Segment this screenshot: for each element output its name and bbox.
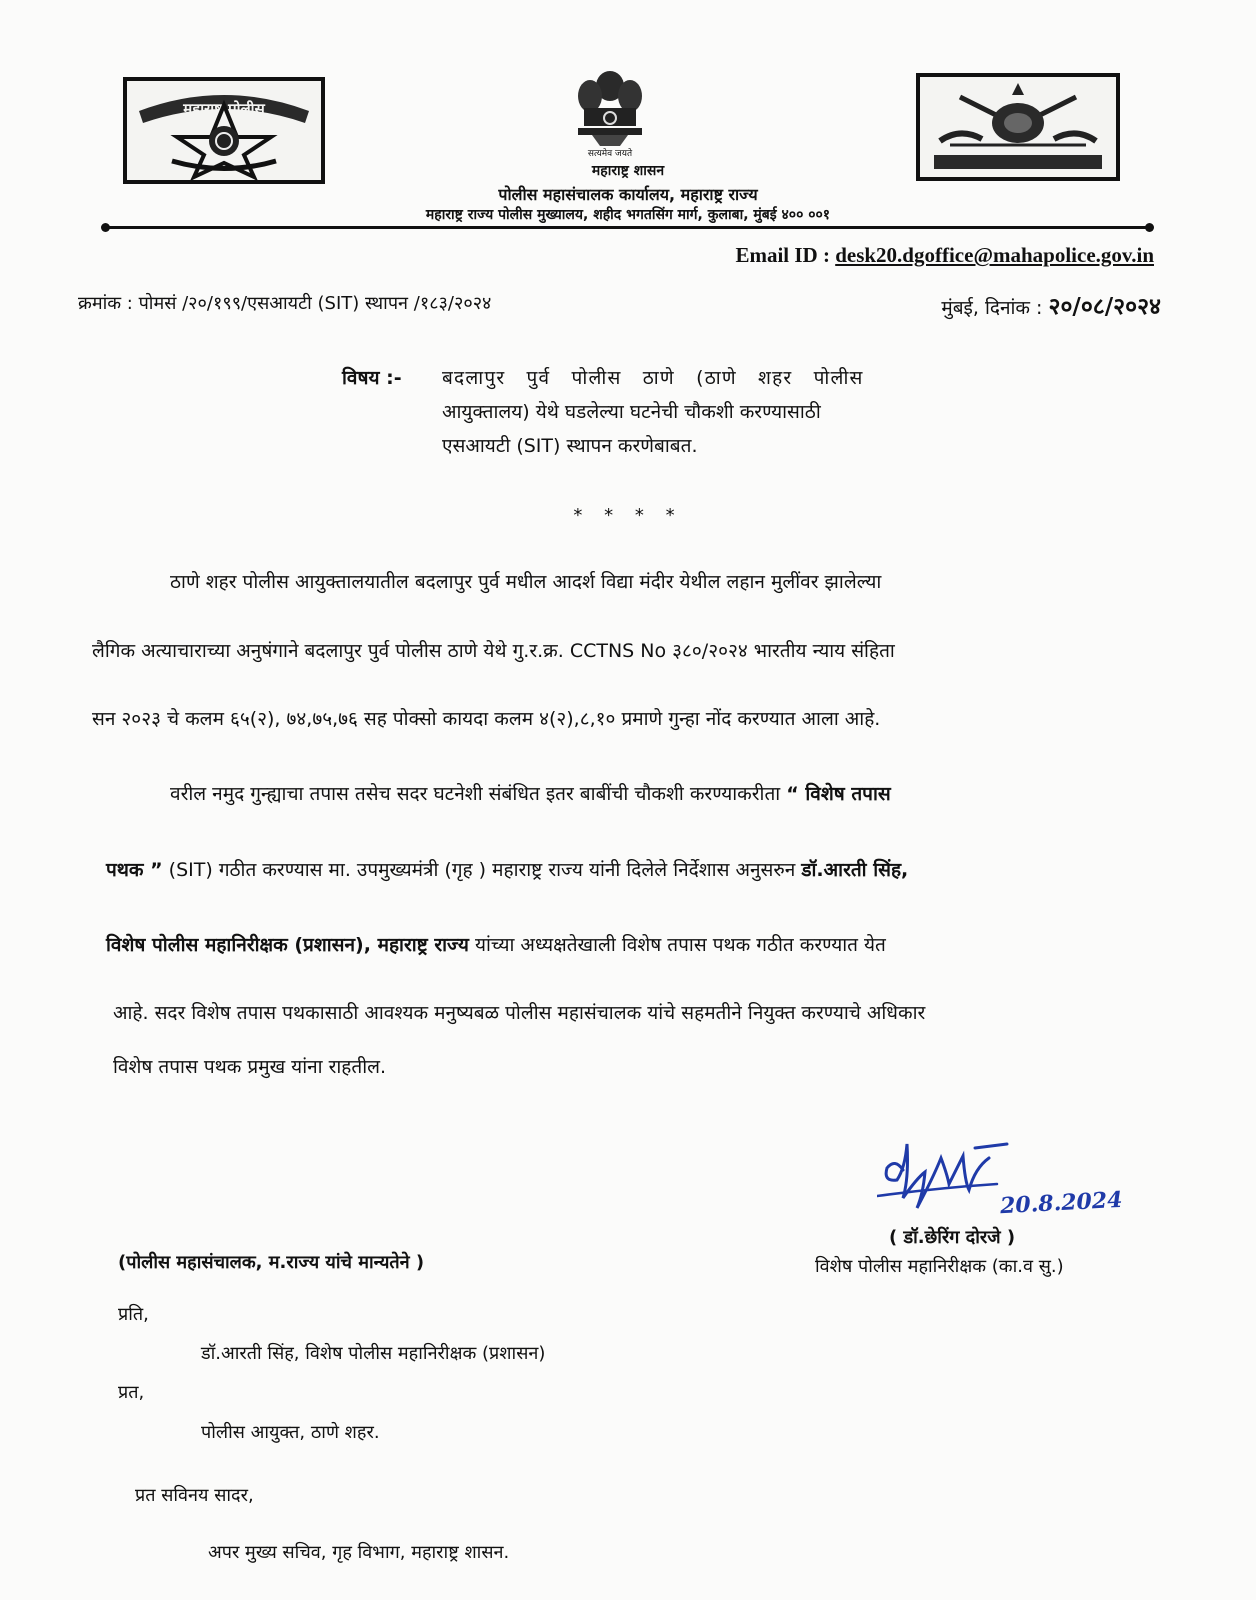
- copy-recipient: पोलीस आयुक्त, ठाणे शहर.: [201, 1422, 380, 1443]
- email-address[interactable]: desk20.dgoffice@mahapolice.gov.in: [835, 243, 1154, 267]
- separator-stars: * * * *: [573, 505, 683, 526]
- office-name: पोलीस महासंचालक कार्यालय, महाराष्ट्र राज्य: [498, 185, 758, 204]
- subject-line-1: बदलापुर पुर्व पोलीस ठाणे (ठाणे शहर पोलीस: [442, 367, 864, 389]
- date-label: मुंबई, दिनांक :: [941, 297, 1043, 319]
- appointee-designation: विशेष पोलीस महानिरीक्षक (प्रशासन), महाराष्ट्र राज्य: [106, 934, 469, 956]
- para2-line-1-text: वरील नमुद गुन्ह्याचा तपास तसेच सदर घटनेशी संबंधित इतर बाबींची चौकशी करण्याकरीता: [170, 783, 787, 805]
- para1-line-2: लैगिक अत्याचाराच्या अनुषंगाने बदलापुर पुर्व पोलीस ठाणे येथे गु.र.क्र. CCTNS No ३८०/२०२४ भारतीय न्याय संहिता: [92, 640, 895, 662]
- respectful-copy-recipient: अपर मुख्य सचिव, गृह विभाग, महाराष्ट्र शासन.: [208, 1542, 510, 1563]
- subject-line-3: एसआयटी (SIT) स्थापन करणेबाबत.: [442, 435, 698, 457]
- signatory-designation: विशेष पोलीस महानिरीक्षक (का.व सु.): [815, 1256, 1064, 1277]
- subject-label: विषय :-: [342, 367, 402, 389]
- national-emblem-icon: [562, 66, 658, 166]
- left-logo-text: महाराष्ट्र पोलीस: [183, 100, 265, 118]
- para1-line-1: ठाणे शहर पोलीस आयुक्तालयातील बदलापुर पुर्व मधील आदर्श विद्या मंदीर येथील लहान मुलींवर झालेल्या: [170, 571, 882, 593]
- signatory-name: ( डॉ.छेरिंग दोरजे ): [889, 1227, 1016, 1248]
- divider-dot-right: [1145, 223, 1154, 232]
- para2-line-5: विशेष तपास पथक प्रमुख यांना राहतील.: [113, 1056, 387, 1078]
- respectful-copy-label: प्रत सविनय सादर,: [135, 1485, 254, 1506]
- sit-term-close: पथक ”: [106, 859, 163, 881]
- email-label: Email ID :: [735, 243, 830, 267]
- para1-line-3: सन २०२३ चे कलम ६५(२), ७४,७५,७६ सह पोक्सो कायदा कलम ४(२),८,१० प्रमाणे गुन्हा नोंद करण्यात आला आहे.: [92, 708, 881, 730]
- to-recipient: डॉ.आरती सिंह, विशेष पोलीस महानिरीक्षक (प्रशासन): [201, 1343, 546, 1364]
- sit-term-open: “ विशेष तपास: [786, 783, 891, 805]
- office-address: महाराष्ट्र राज्य पोलीस मुख्यालय, शहीद भगतसिंग मार्ग, कुलाबा, मुंबई ४०० ००१: [425, 207, 831, 223]
- header-divider: [105, 226, 1150, 229]
- para2-line-2: [106, 856, 908, 882]
- subject-line-2: आयुक्तालय) येथे घडलेल्या घटनेची चौकशी करण्यासाठी: [442, 401, 821, 423]
- email-line: [735, 243, 1154, 268]
- date-value: २०/०८/२०२४: [1048, 294, 1161, 320]
- emblem-motto: सत्यमेव जयते: [587, 149, 633, 159]
- letter-date: [941, 289, 1161, 321]
- appointee-name: डॉ.आरती सिंह,: [801, 859, 909, 881]
- para2-line-4: आहे. सदर विशेष तपास पथकासाठी आवश्यक मनुष्यबळ पोलीस महासंचालक यांचे सहमतीने नियुक्त करण्याचे अधिकार: [113, 1002, 926, 1024]
- reference-number: क्रमांक : पोमसं /२०/१९९/एसआयटी (SIT) स्थापन /१८३/२०२४: [78, 293, 492, 314]
- divider-dot-left: [101, 223, 110, 232]
- copy-label: प्रत,: [118, 1382, 145, 1403]
- para2-line-3-text: यांच्या अध्यक्षतेखाली विशेष तपास पथक गठीत करण्यात येत: [468, 934, 886, 956]
- approval-note: (पोलीस महासंचालक, म.राज्य यांचे मान्यतेने ): [118, 1252, 425, 1273]
- government-name: महाराष्ट्र शासन: [591, 163, 665, 179]
- signature-date: 20.8.2024: [999, 1186, 1124, 1220]
- para2-line-3: [106, 931, 886, 957]
- to-label: प्रति,: [118, 1304, 149, 1325]
- para2-line-1: [170, 780, 891, 806]
- para2-line-2-text: (SIT) गठीत करण्यास मा. उपमुख्यमंत्री (गृह ) महाराष्ट्र राज्य यांनी दिलेले निर्देशास अनुसरुन: [162, 859, 802, 881]
